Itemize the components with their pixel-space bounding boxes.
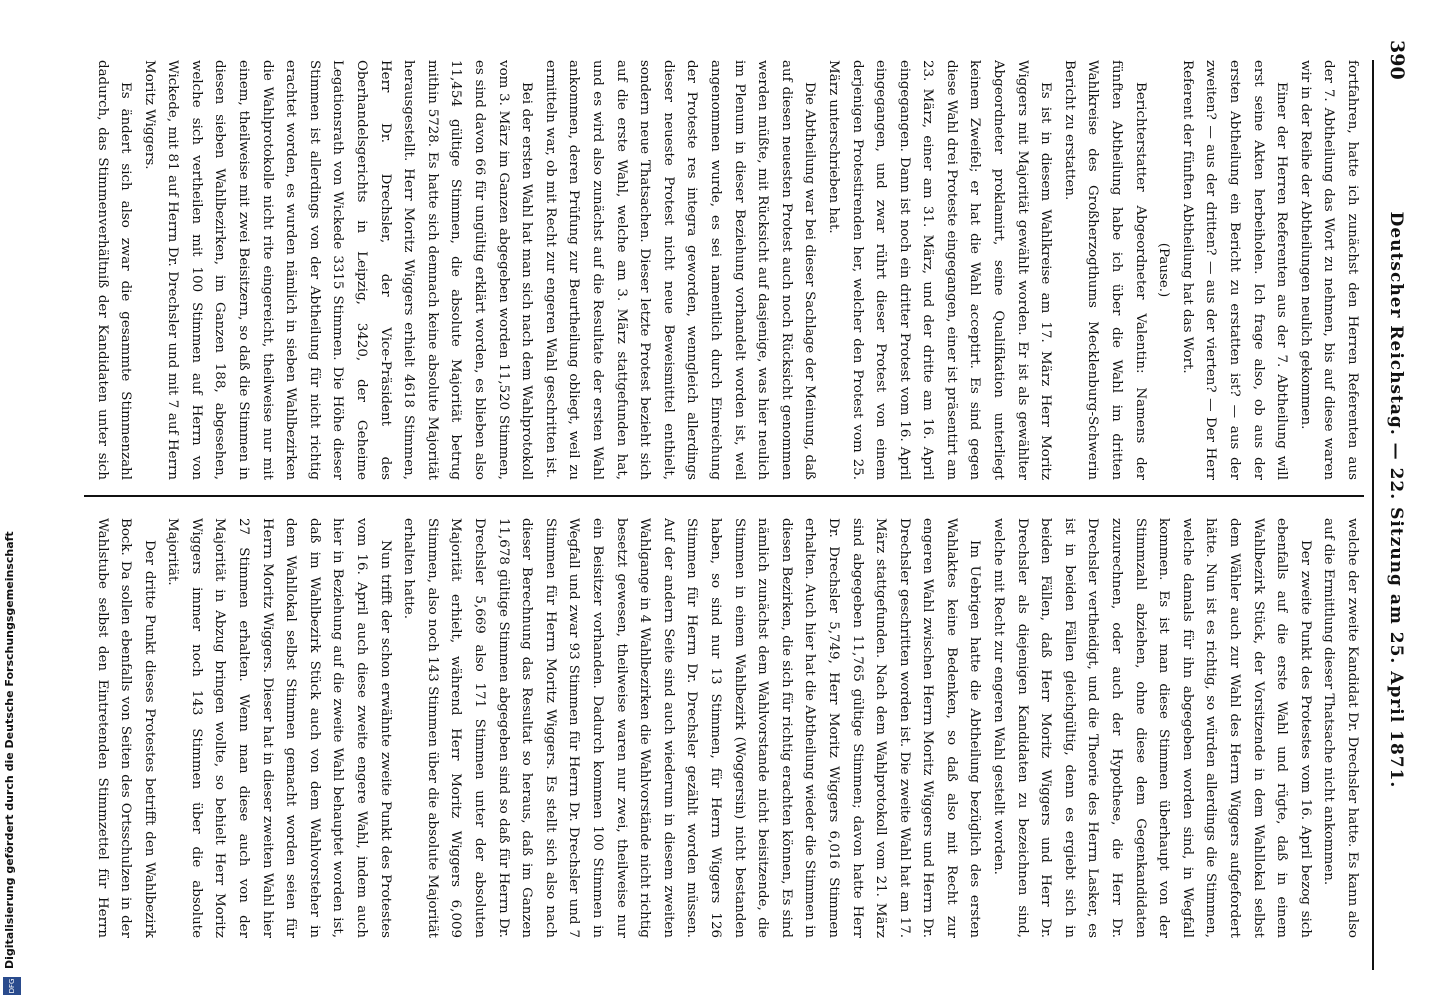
left-column bbox=[89, 60, 1364, 480]
page-number: 390 bbox=[1386, 40, 1408, 80]
dfg-logo-icon: DFG bbox=[3, 977, 21, 995]
right-column bbox=[89, 518, 1364, 938]
paragraph: Die Abtheilung war bei dieser Sachlage der Meinung, daß auf diesen neuesten Protest auch noch Rücksicht genommen werden müßte, mit Rücksicht auf dasjenige, was hier neulich im Plenum in dieser Beziehung vorhandelt worden ist, weil angenommen wurde, es sei namentlich durch Einreichung der Proteste res integra geworden, wenngleich allerdings dieser neueste Protest nicht neue Beweismittel enthielt, sondern neue Thatsachen. Dieser letzte Protest bezieht sich auf die erste Wahl, welche am 3. März stattgefunden hat, und es wird also zunächst auf die Resultate der ersten Wahl ankommen, deren Prüfung zur Beurtheilung obliegt, weil zu ermitteln war, ob mit Recht zur engeren Wahl geschritten ist. bbox=[542, 60, 818, 480]
paragraph: Es ist in diesem Wahlkreise am 17. März Herr Moritz Wiggers mit Majorität gewählt worden. Er ist als gewählter Abgeordneter proklamirt, seine Qualifikation unterliegt keinem Zweifel; er hat die Wahl acceptirt. Es sind gegen diese Wahl drei Proteste eingegangen, einer ist präsentirt am 23. März, einer am 31. März, und der dritte am 16. April eingegangen. Dann ist noch ein dritter Protest vom 16. April eingegangen, und zwar rührt dieser Protest von einem derjenigen Protestirenden her, welcher den Protest vom 25. März unterschrieben hat. bbox=[825, 60, 1054, 480]
paragraph: Berichterstatter Abgeordneter Valentin: Namens der fünften Abtheilung habe ich über die Wahl im dritten Wahlkreise des Großherzogthums Mecklenburg-Schwerin Bericht zu erstatten. bbox=[1061, 60, 1148, 480]
stage-direction: (Pause.) bbox=[1156, 242, 1172, 298]
paragraph: Der zweite Punkt des Protestes vom 16. April bezog sich ebenfalls auf die erste Wahl und rügte, daß in einem Wahlbezirk Stück, der Vorsitzende in dem Wahllokal selbst dem Wähler auch zur Wahl des Herrn Wiggers aufgefordert hätte. Nun ist es richtig, so würden allerdings die Stimmen, welche damals für ihn abgegeben worden sind, in Wegfall kommen. Es ist man diese Stimmen überhaupt von der Stimmzahl abziehen, ohne diese dem Gegenkandidaten zuzurechnen, oder auch der Hypothese, die Herr Dr. Drechsler vertheidigt, und die Theorie des Herrn Lasker, es ist in beiden Fällen gleichgültig, denn es ergiebt sich in beiden Fällen, daß Herr Moritz Wiggers und Herr Dr. Drechsler als diejenigen Kandidaten zu bezeichnen sind, welche mit Recht zur engeren Wahl gestellt worden. bbox=[991, 518, 1313, 938]
header-rule bbox=[1372, 60, 1374, 970]
paragraph: Einer der Herren Referenten aus der 7. Abtheilung will erst seine Akten herbeiholen. Ich frage also, ob aus der ersten Abtheilung ein Bericht zu erstatten ist? — aus der zweiten? — aus der dritten? — aus der vierten? — Der Herr Referent der fünften Abtheilung hat das Wort. bbox=[1179, 60, 1290, 480]
footer-text: Digitalisierung gefördert durch die Deutsche Forschungsgemeinschaft bbox=[3, 531, 16, 969]
paragraph: Es ändert sich also zwar die gesammte Stimmenzahl dadurch, das Stimmenverhältniß der Kandidaten unter sich bbox=[94, 60, 134, 480]
running-header bbox=[1378, 0, 1408, 1000]
paragraph: Bei der ersten Wahl hat man sich nach dem Wahlprotokoll vom 3. März im Ganzen abgegeben worden 11,520 Stimmen, es sind davon 66 für ungültig erklärt worden, es blieben also 11,454 gültige Stimmen, die absolute Majorität betrug mithin 5728. Es hatte sich demnach keine absolute Majorität herausgestellt. Herr Moritz Wiggers erhielt 4618 Stimmen, Herr Dr. Drechsler, der Vice-Präsident des Oberhandelsgerichts in Leipzig, 3420, der Geheime Legationsrath von Wickede 3315 Stimmen. Die Höhe dieser Stimmen ist allerdings von der Abtheilung für nicht richtig erachtet worden, es wurden nämlich in sieben Wahlbezirken die Wahlprotokolle nicht rite eingereicht, theilweise nur mit einem, theilweise mit zwei Beisitzern, so daß die Stimmen in diesen sieben Wahlbezirken, im Ganzen 188, abgesehen, welche sich vertheilen mit 100 Stimmen auf Herrn von Wickede, mit 81 auf Herrn Dr. Drechsler und mit 7 auf Herrn Moritz Wiggers. bbox=[141, 60, 535, 480]
paragraph: Im Uebrigen hatte die Abtheilung bezüglich des ersten Wahlaktes keine Bedenken, so daß also mit Recht zur engeren Wahl zwischen Herrn Moritz Wiggers und Herrn Dr. Drechsler geschritten worden ist. Die zweite Wahl hat am 17. März stattgefunden. Nach dem Wahlprotokoll vom 21. März sind abgegeben 11,765 gültige Stimmen; davon hatte Herr Dr. Drechsler 5,749, Herr Moritz Wiggers 6,016 Stimmen erhalten. Auch hier hat die Abtheilung wieder die Stimmen in diesen Bezirken, die sich für richtig erachten können, Es sind nämlich zunächst dem Wahlvorstande nicht beisitzende, die Stimmen in einem Wahlbezirk (Woggersin) nicht bestanden haben, so sind nur 13 Stimmen, für Herrn Wiggers 126 Stimmen für Herrn Dr. Drechsler gezählt worden müssen. Auf der andern Seite sind auch wiederum in diesem zweiten Wahlgange in 4 Wahlbezirken die Wahlvorstände nicht richtig besetzt gewesen, theilweise waren nur zwei, theilweise nur ein Beisitzer vorhanden. Dadurch kommen 100 Stimmen in Wegfall und zwar 93 Stimmen für Herrn Dr. Drechsler und 7 Stimmen für Herrn Moritz Wiggers. Es stellt sich also nach dieser Berechnung das Resultat so heraus, daß im Ganzen 11,678 gültige Stimmen abgegeben sind so daß für Herrn Dr. Drechsler 5,669 also 171 Stimmen unter der absoluten Majorität erhielt, während Herr Moritz Wiggers 6,009 Stimmen, also noch 143 Stimmen über die absolute Majorität erhalten hatte. bbox=[401, 518, 983, 938]
paragraph: Nun trifft der schon erwähnte zweite Punkt des Protestes vom 16. April auch diese zweite engere Wahl, indem auch hier in Beziehung auf die zweite Wahl behauptet worden ist, daß im Wahlbezirk Stück auch von dem Wahlvorsteher in dem Wahllokal selbst Stimmen gemacht worden seien für Herrn Moritz Wiggers. Dieser hat in dieser zweiten Wahl hier 27 Stimmen erhalten. Wenn man diese auch von der Majorität in Abzug bringen wollte, so behielt Herr Moritz Wiggers immer noch 143 Stimmen über die absolute Majorität. bbox=[165, 518, 393, 938]
paragraph: fortfahren, hatte ich zunächst den Herren Referenten aus der 7. Abtheilung das Wort zu nehmen, bis auf diese waren wir in der Reihe der Abtheilungen neulich gekommen. bbox=[1297, 60, 1360, 480]
column-separator bbox=[84, 495, 1364, 497]
paragraph: welche der zweite Kandidat Dr. Drechsler hatte. Es kann also auf die Ermittlung dieser Thatsache nicht ankommen. bbox=[1321, 518, 1360, 938]
digitization-footer bbox=[0, 0, 24, 999]
running-title: Deutscher Reichstag. — 22. Sitzung am 25. April 1871. bbox=[1386, 211, 1406, 789]
paragraph: Der dritte Punkt dieses Protestes betrifft den Wahlbezirk Bock. Da sollen ebenfalls von Seiten des Ortsschulzen in der Wahlstube selbst den Eintretenden Stimmzettel für Herrn bbox=[94, 518, 157, 938]
